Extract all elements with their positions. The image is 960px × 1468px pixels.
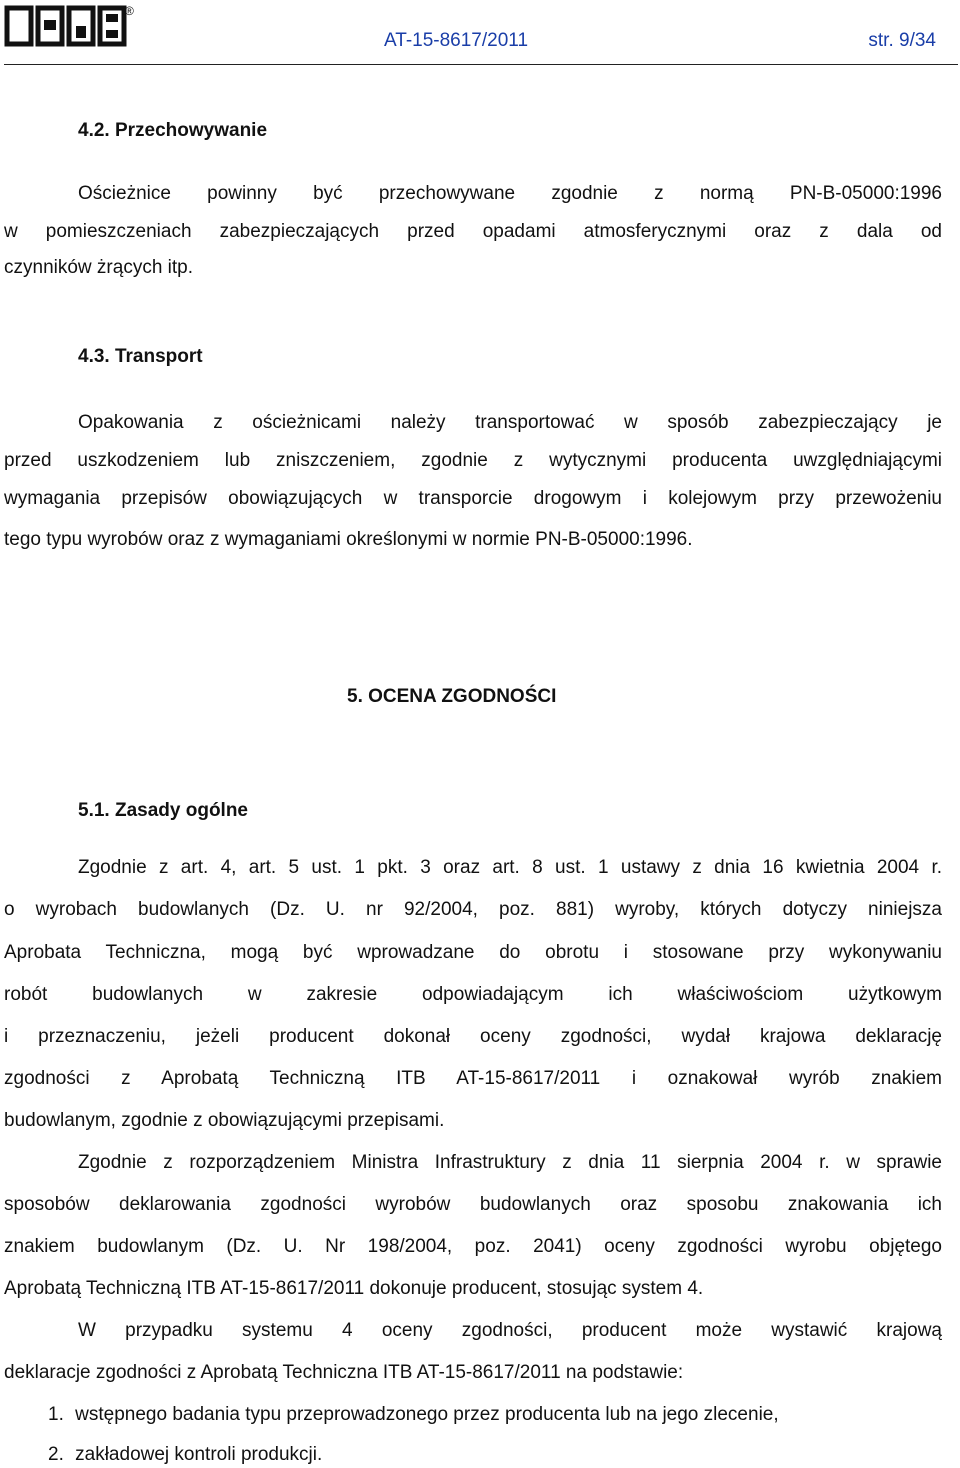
paragraph-line: robót budowlanych w zakresie odpowiadającym ich właściwościom użytkowym bbox=[4, 984, 942, 1005]
page-number: str. 9/34 bbox=[868, 30, 936, 51]
paragraph-line: tego typu wyrobów oraz z wymaganiami określonymi w normie PN-B-05000:1996. bbox=[4, 529, 693, 550]
paragraph-line: sposobów deklarowania zgodności wyrobów budowlanych oraz sposobu znakowania ich bbox=[4, 1194, 942, 1215]
paragraph-line: W przypadku systemu 4 oceny zgodności, producent może wystawić krajową bbox=[78, 1320, 942, 1341]
registered-mark: ® bbox=[125, 4, 134, 18]
list-item-number: 1. bbox=[48, 1404, 64, 1425]
paragraph-line: w pomieszczeniach zabezpieczających przed opadami atmosferycznymi oraz z dala od bbox=[4, 221, 942, 242]
paragraph-line: Aprobata Techniczna, mogą być wprowadzane do obrotu i stosowane przy wykonywaniu bbox=[4, 942, 942, 963]
paragraph-line: znakiem budowlanym (Dz. U. Nr 198/2004, poz. 2041) oceny zgodności wyrobu objętego bbox=[4, 1236, 942, 1257]
paragraph-line: Zgodnie z rozporządzeniem Ministra Infrastruktury z dnia 11 sierpnia 2004 r. w sprawie bbox=[78, 1152, 942, 1173]
list-item-number: 2. bbox=[48, 1444, 64, 1465]
list-item bbox=[48, 1444, 322, 1466]
paragraph-line: Ościeżnice powinny być przechowywane zgodnie z normą PN-B-05000:1996 bbox=[78, 183, 942, 204]
list-item-text: zakładowej kontroli produkcji. bbox=[75, 1444, 323, 1465]
list-item-text: wstępnego badania typu przeprowadzonego przez producenta lub na jego zlecenie, bbox=[75, 1404, 779, 1425]
paragraph-line: budowlanym, zgodnie z obowiązującymi przepisami. bbox=[4, 1110, 445, 1131]
paragraph-line: deklaracje zgodności z Aprobatą Techniczna ITB AT-15-8617/2011 na podstawie: bbox=[4, 1362, 684, 1383]
header-divider bbox=[4, 64, 958, 65]
paragraph-line: przed uszkodzeniem lub zniszczeniem, zgodnie z wytycznymi producenta uwzględniającymi bbox=[4, 450, 942, 471]
paragraph-line: i przeznaczeniu, jeżeli producent dokonał oceny zgodności, wydał krajowa deklarację bbox=[4, 1026, 942, 1047]
paragraph-line: Opakowania z ościeżnicami należy transportować w sposób zabezpieczający je bbox=[78, 412, 942, 433]
document-id: AT-15-8617/2011 bbox=[384, 30, 529, 51]
paragraph-line: Aprobatą Techniczną ITB AT-15-8617/2011 dokonuje producent, stosując system 4. bbox=[4, 1278, 704, 1299]
paragraph-line: o wyrobach budowlanych (Dz. U. nr 92/2004, poz. 881) wyroby, których dotyczy niniejsza bbox=[4, 899, 942, 920]
itb-logo bbox=[4, 2, 136, 48]
paragraph-line: czynników żrących itp. bbox=[4, 257, 194, 278]
paragraph-line: Zgodnie z art. 4, art. 5 ust. 1 pkt. 3 oraz art. 8 ust. 1 ustawy z dnia 16 kwietnia 2004 r. bbox=[78, 857, 942, 878]
list-item bbox=[48, 1404, 779, 1426]
paragraph-line: wymagania przepisów obowiązujących w transporcie drogowym i kolejowym przy przewożeniu bbox=[4, 488, 942, 509]
section-5-1-title: 5.1. Zasady ogólne bbox=[78, 800, 248, 821]
section-5-title: 5. OCENA ZGODNOŚCI bbox=[347, 686, 557, 707]
section-4-3-title: 4.3. Transport bbox=[78, 346, 203, 367]
paragraph-line: zgodności z Aprobatą Techniczną ITB AT-15-8617/2011 i oznakował wyrób znakiem bbox=[4, 1068, 942, 1089]
section-4-2-title: 4.2. Przechowywanie bbox=[78, 120, 268, 141]
